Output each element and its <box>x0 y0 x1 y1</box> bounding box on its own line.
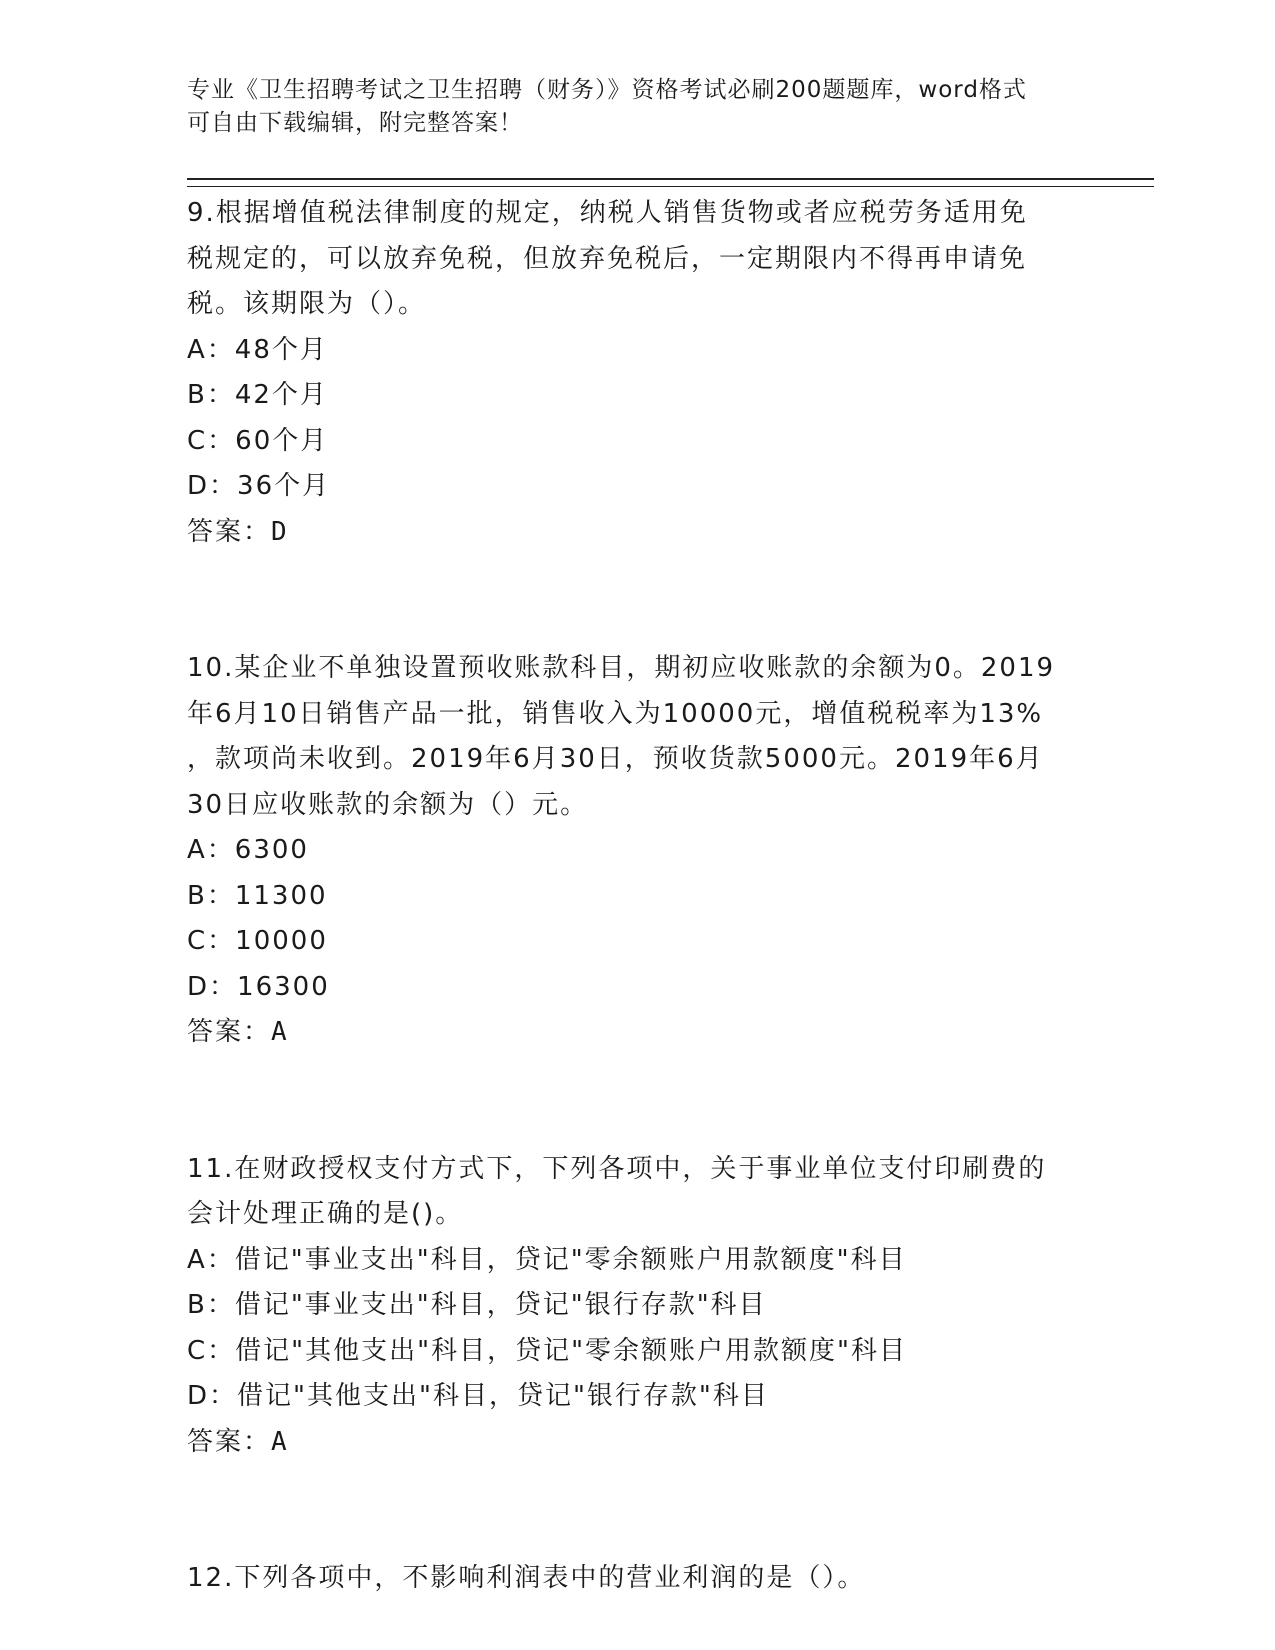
question-12 <box>187 1556 1087 1602</box>
option-b: B：11300 <box>187 880 328 911</box>
option-a: A：借记"事业支出"科目，贷记"零余额账户用款额度"科目 <box>187 1244 907 1275</box>
question-stem-line: 税规定的，可以放弃免税，但放弃免税后，一定期限内不得再申请免 <box>187 243 1028 274</box>
answer-line <box>187 1010 1087 1056</box>
answer-line <box>187 510 1087 556</box>
answer-value: A <box>271 1426 288 1457</box>
question-stem-line: 9.根据增值税法律制度的规定，纳税人销售货物或者应税劳务适用免 <box>187 198 1028 228</box>
question-list <box>187 191 1087 1602</box>
option-a: A：6300 <box>187 835 309 865</box>
question-9 <box>187 191 1087 555</box>
question-stem-line: 会计处理正确的是()。 <box>187 1199 464 1229</box>
header-line-2: 可自由下载编辑，附完整答案！ <box>187 110 523 136</box>
question-spacer <box>187 1465 1087 1556</box>
question-spacer <box>187 1056 1087 1147</box>
header-line-1: 专业《卫生招聘考试之卫生招聘（财务）》资格考试必刷200题题库，word格式 <box>187 77 1027 103</box>
answer-label: 答案： <box>187 1426 272 1457</box>
option-c: C：60个月 <box>187 425 329 456</box>
answer-value: D <box>271 516 288 547</box>
option-b: B：借记"事业支出"科目，贷记"银行存款"科目 <box>187 1290 767 1320</box>
question-stem-line: 税。该期限为（）。 <box>187 289 427 319</box>
question-stem-line: 30日应收账款的余额为（）元。 <box>187 789 589 820</box>
option-d: D：36个月 <box>187 471 331 501</box>
option-b: B：42个月 <box>187 380 328 410</box>
question-spacer <box>187 555 1087 646</box>
question-stem-line: ，款项尚未收到。2019年6月30日，预收货款5000元。2019年6月 <box>187 744 1044 774</box>
header-divider <box>187 178 1154 187</box>
option-a: A：48个月 <box>187 334 328 365</box>
option-c: C：借记"其他支出"科目，贷记"零余额账户用款额度"科目 <box>187 1335 907 1366</box>
question-stem-line: 12.下列各项中，不影响利润表中的营业利润的是（）。 <box>187 1563 866 1593</box>
answer-line <box>187 1420 1087 1466</box>
question-stem-line: 11.在财政授权支付方式下，下列各项中，关于事业单位支付印刷费的 <box>187 1153 1047 1184</box>
answer-value: A <box>271 1017 288 1047</box>
answer-label: 答案： <box>187 1017 272 1047</box>
question-11 <box>187 1147 1087 1466</box>
option-d: D：借记"其他支出"科目，贷记"银行存款"科目 <box>187 1381 769 1411</box>
option-d: D：16300 <box>187 971 330 1002</box>
document-header <box>187 74 1087 140</box>
question-stem-line: 10.某企业不单独设置预收账款科目，期初应收账款的余额为0。2019 <box>187 653 1056 683</box>
question-10 <box>187 646 1087 1056</box>
answer-label: 答案： <box>187 516 272 547</box>
option-c: C：10000 <box>187 926 328 956</box>
question-stem-line: 年6月10日销售产品一批，销售收入为10000元，增值税税率为13% <box>187 698 1044 729</box>
